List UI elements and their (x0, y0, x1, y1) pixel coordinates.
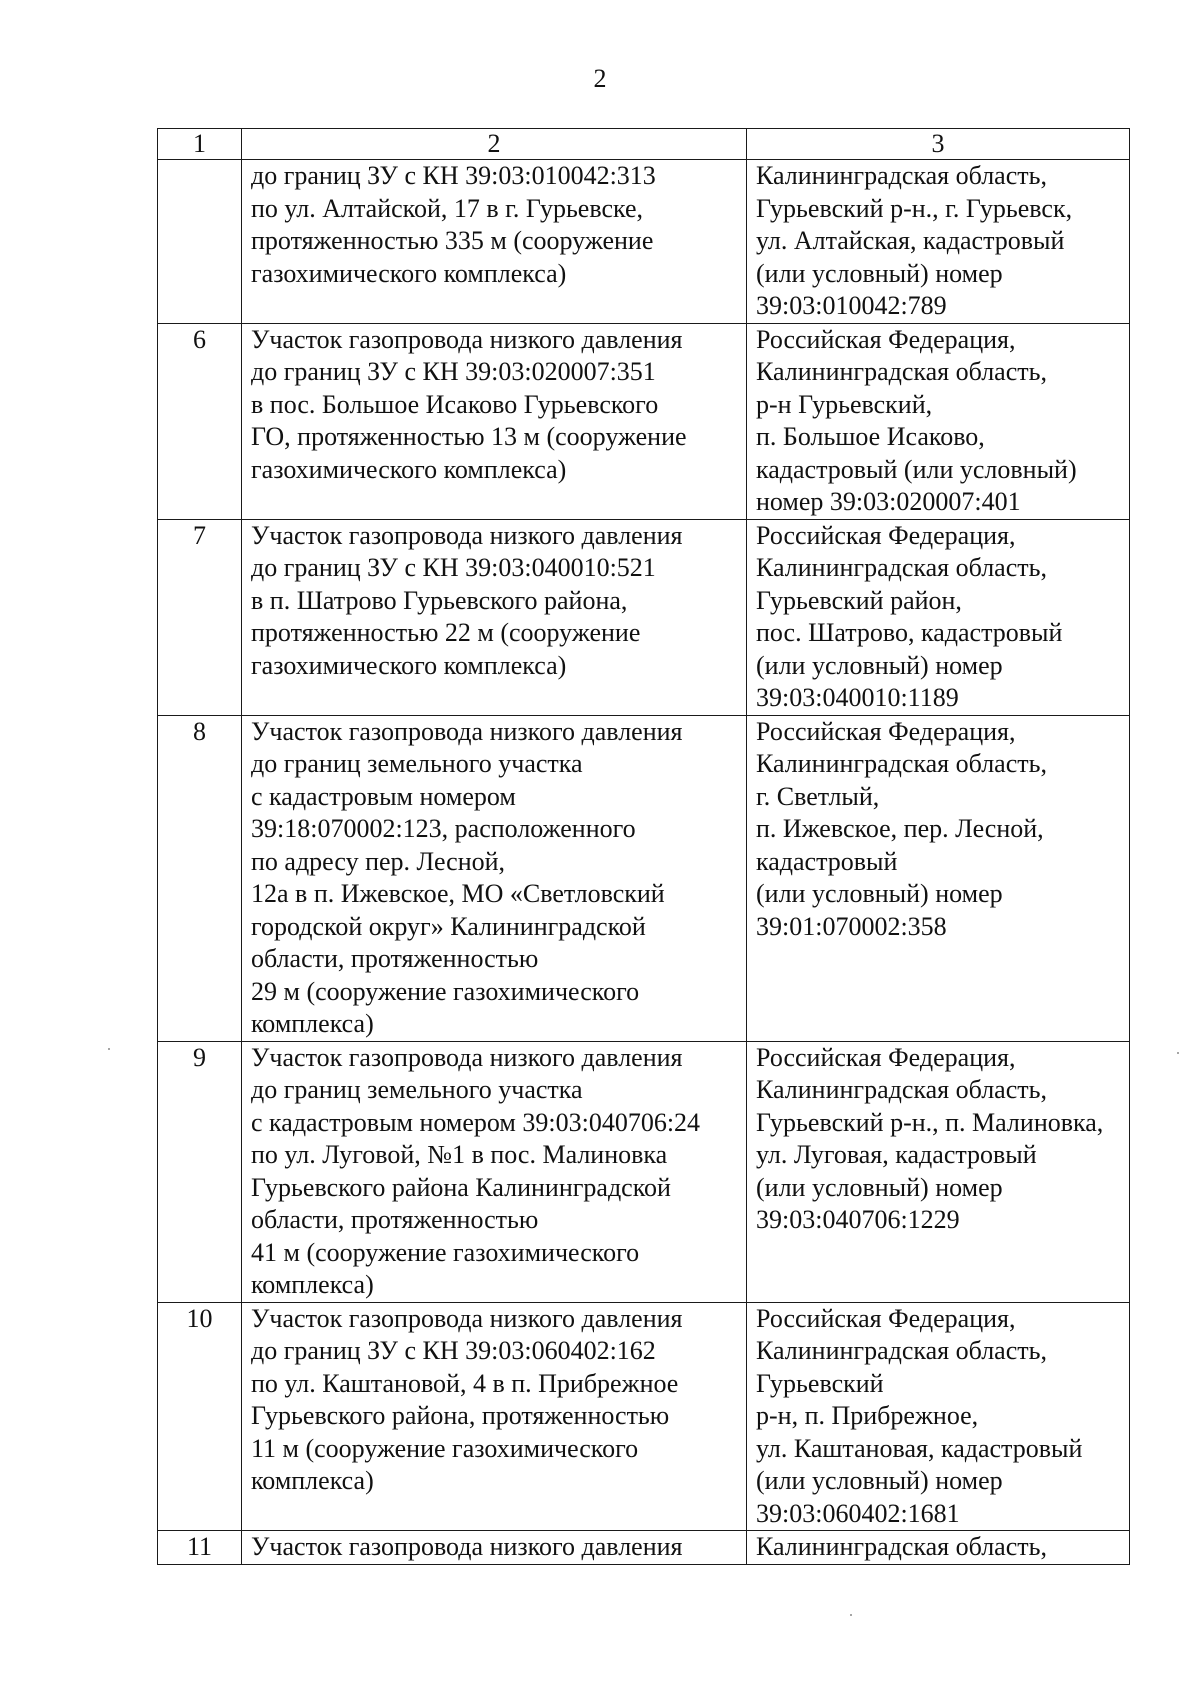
table-header-row (158, 129, 1130, 160)
location-line: Российская Федерация, (756, 716, 1016, 746)
location-line: Калининградская область, (756, 1336, 1047, 1365)
description-line: Гурьевского района Калининградской (251, 1172, 671, 1202)
object-location-cell (747, 1531, 1130, 1565)
description-line: комплекса) (251, 1270, 374, 1299)
row-number: 6 (158, 323, 242, 519)
row-number (158, 160, 242, 324)
object-description-cell (242, 1302, 747, 1531)
location-line: ул. Алтайская, кадастровый (756, 226, 1065, 255)
location-line: Калининградская область, (756, 1532, 1047, 1561)
location-line: 39:03:040706:1229 (756, 1205, 960, 1234)
location-line: номер 39:03:020007:401 (756, 487, 1021, 516)
description-line: Участок газопровода низкого давления (251, 1532, 683, 1561)
location-line: ул. Каштановая, кадастровый (756, 1433, 1083, 1463)
description-line: по ул. Алтайской, 17 в г. Гурьевске, (251, 193, 644, 223)
object-location-cell (747, 323, 1130, 519)
objects-table (157, 128, 1130, 1565)
location-line: 39:03:010042:789 (756, 291, 947, 320)
location-line: 39:01:070002:358 (756, 911, 947, 941)
description-line: 11 м (сооружение газохимического (251, 1433, 639, 1463)
row-number: 7 (158, 519, 242, 715)
location-line: Гурьевский р-н., п. Малиновка, (756, 1107, 1104, 1137)
location-line: р-н, п. Прибрежное, (756, 1401, 979, 1430)
description-line: 41 м (сооружение газохимического (251, 1237, 640, 1267)
description-line: в п. Шатрово Гурьевского района, (251, 585, 628, 615)
column-header-description: 2 (242, 129, 747, 160)
scan-speck (850, 1614, 852, 1616)
description-line: с кадастровым номером 39:03:040706:24 (251, 1107, 701, 1137)
object-description-cell (242, 715, 747, 1041)
location-line: (или условный) номер (756, 258, 1003, 288)
table-row (158, 323, 1130, 519)
table-row (158, 1041, 1130, 1302)
row-number: 11 (158, 1531, 242, 1565)
location-line: (или условный) номер (756, 1172, 1003, 1202)
description-line: Участок газопровода низкого давления (251, 520, 683, 550)
description-line: области, протяженностью (251, 944, 539, 973)
location-line: п. Большое Исаково, (756, 422, 985, 451)
description-line: газохимического комплекса) (251, 650, 567, 680)
description-line: Участок газопровода низкого давления (251, 324, 683, 354)
description-line: ГО, протяженностью 13 м (сооружение (251, 422, 687, 451)
description-line: до границ ЗУ с КН 39:03:040010:521 (251, 553, 656, 582)
location-line: (или условный) номер (756, 879, 1003, 908)
location-line: Гурьевский район, (756, 585, 962, 615)
location-line: (или условный) номер (756, 1466, 1003, 1495)
object-location-cell (747, 1302, 1130, 1531)
description-line: комплекса) (251, 1009, 374, 1038)
description-line: до границ ЗУ с КН 39:03:020007:351 (251, 357, 656, 386)
location-line: кадастровый (или условный) (756, 454, 1077, 484)
location-line: кадастровый (756, 846, 898, 876)
object-description-cell (242, 323, 747, 519)
location-line: Российская Федерация, (756, 520, 1016, 550)
location-line: ул. Луговая, кадастровый (756, 1140, 1037, 1169)
row-number: 9 (158, 1041, 242, 1302)
row-number: 8 (158, 715, 242, 1041)
description-line: с кадастровым номером (251, 781, 516, 811)
description-line: по ул. Каштановой, 4 в п. Прибрежное (251, 1368, 679, 1398)
object-location-cell (747, 160, 1130, 324)
description-line: области, протяженностью (251, 1205, 539, 1234)
location-line: 39:03:060402:1681 (756, 1498, 960, 1528)
description-line: протяженностью 335 м (сооружение (251, 226, 654, 255)
object-description-cell (242, 1531, 747, 1565)
object-location-cell (747, 519, 1130, 715)
object-location-cell (747, 715, 1130, 1041)
scan-speck (108, 1048, 110, 1050)
description-line: по адресу пер. Лесной, (251, 846, 506, 876)
location-line: п. Ижевское, пер. Лесной, (756, 814, 1044, 843)
object-description-cell (242, 519, 747, 715)
table-row (158, 1302, 1130, 1531)
description-line: 39:18:070002:123, расположенного (251, 814, 636, 843)
location-line: Калининградская область, (756, 749, 1047, 778)
description-line: в пос. Большое Исаково Гурьевского (251, 389, 659, 419)
description-line: Участок газопровода низкого давления (251, 1303, 683, 1333)
column-header-number: 1 (158, 129, 242, 160)
location-line: Гурьевский р-н., г. Гурьевск, (756, 193, 1073, 223)
description-line: газохимического комплекса) (251, 258, 567, 288)
description-line: протяженностью 22 м (сооружение (251, 618, 641, 647)
scan-speck (1177, 1052, 1179, 1054)
table-row (158, 160, 1130, 324)
location-line: Калининградская область, (756, 357, 1047, 386)
location-line: (или условный) номер (756, 650, 1003, 680)
object-description-cell (242, 160, 747, 324)
location-line: Калининградская область, (756, 161, 1047, 190)
location-line: Российская Федерация, (756, 324, 1016, 354)
location-line: р-н Гурьевский, (756, 389, 933, 419)
description-line: до границ ЗУ с КН 39:03:010042:313 (251, 161, 656, 190)
row-number: 10 (158, 1302, 242, 1531)
description-line: до границ ЗУ с КН 39:03:060402:162 (251, 1336, 656, 1365)
object-description-cell (242, 1041, 747, 1302)
description-line: 29 м (сооружение газохимического (251, 976, 640, 1006)
description-line: по ул. Луговой, №1 в пос. Малиновка (251, 1140, 668, 1169)
location-line: Калининградская область, (756, 553, 1047, 582)
object-location-cell (747, 1041, 1130, 1302)
description-line: Участок газопровода низкого давления (251, 716, 683, 746)
table-row (158, 1531, 1130, 1565)
table-row (158, 519, 1130, 715)
location-line: г. Светлый, (756, 781, 880, 811)
description-line: городской округ» Калининградской (251, 911, 646, 941)
location-line: Гурьевский (756, 1368, 884, 1398)
location-line: пос. Шатрово, кадастровый (756, 618, 1063, 647)
location-line: Российская Федерация, (756, 1303, 1016, 1333)
description-line: до границ земельного участка (251, 1075, 583, 1104)
description-line: газохимического комплекса) (251, 454, 567, 484)
page-number: 2 (593, 64, 607, 93)
location-line: Калининградская область, (756, 1075, 1047, 1104)
location-line: Российская Федерация, (756, 1042, 1016, 1072)
description-line: Участок газопровода низкого давления (251, 1042, 683, 1072)
column-header-location: 3 (747, 129, 1130, 160)
description-line: 12а в п. Ижевское, МО «Светловский (251, 879, 665, 908)
description-line: до границ земельного участка (251, 749, 583, 778)
description-line: Гурьевского района, протяженностью (251, 1401, 670, 1430)
table-row (158, 715, 1130, 1041)
description-line: комплекса) (251, 1466, 374, 1495)
location-line: 39:03:040010:1189 (756, 683, 959, 712)
